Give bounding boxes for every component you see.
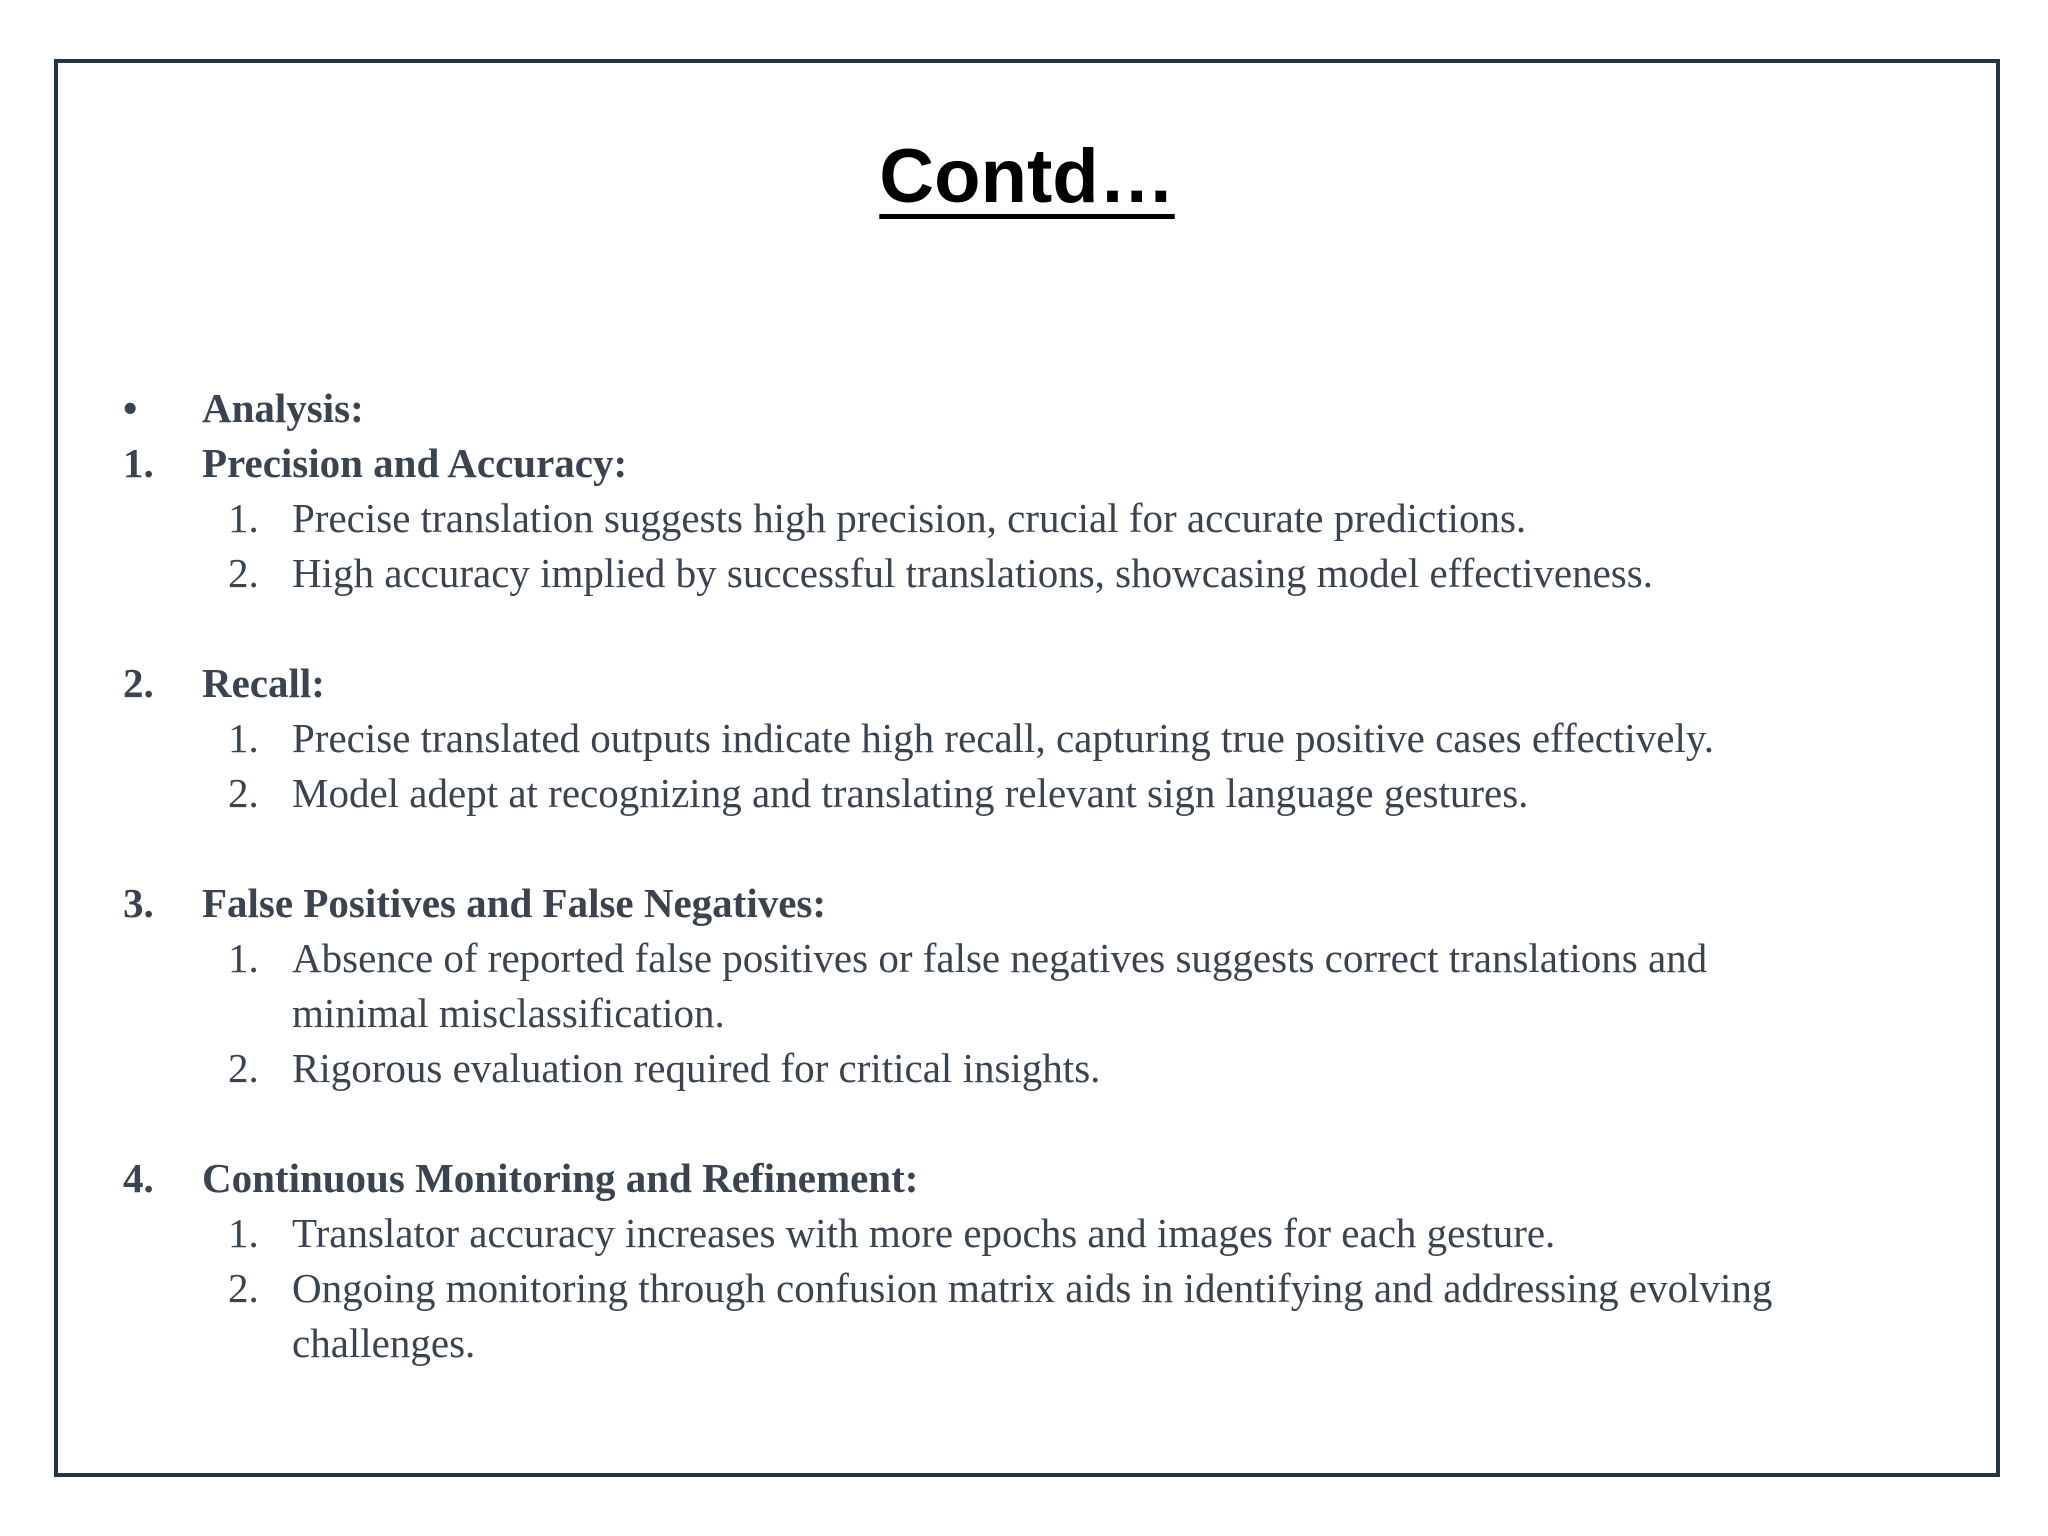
sub-item [58,491,2004,546]
section-title: Precision and Accuracy: [202,440,628,486]
section-heading [58,1151,2004,1206]
sub-item-number: 1. [228,715,259,761]
sub-item-text: Ongoing monitoring through confusion matrix aids in identifying and addressing evolving [292,1265,1773,1311]
sub-item-text: Precise translated outputs indicate high recall, capturing true positive cases effectively. [292,715,1714,761]
sub-item-text: High accuracy implied by successful translations, showcasing model effectiveness. [292,550,1653,596]
sub-item-number: 2. [228,1045,259,1091]
section-heading [58,656,2004,711]
sub-item [58,766,2004,821]
section-heading [58,876,2004,931]
sub-item [58,711,2004,766]
sub-item-continuation [58,1316,2004,1371]
sub-item-text: Absence of reported false positives or false negatives suggests correct translations and [292,935,1708,981]
sub-item-continuation [58,986,2004,1041]
slide-frame [54,59,2000,1477]
section-title: Continuous Monitoring and Refinement: [202,1155,919,1201]
section-title: False Positives and False Negatives: [202,880,827,926]
sub-item-number: 2. [228,770,259,816]
sub-item-text: Precise translation suggests high precision, crucial for accurate predictions. [292,495,1527,541]
sub-item-text: Translator accuracy increases with more epochs and images for each gesture. [292,1210,1556,1256]
sub-item [58,1041,2004,1096]
sub-item-text: Rigorous evaluation required for critical insights. [292,1045,1101,1091]
sub-item [58,931,2004,986]
sub-item-number: 1. [228,495,259,541]
section-heading [58,436,2004,491]
sub-item-text: minimal misclassification. [292,990,725,1036]
section-number: 4. [123,1155,154,1201]
sub-item [58,1206,2004,1261]
section-number: 1. [123,440,154,486]
bullet-marker: • [123,385,138,431]
analysis-label: Analysis: [202,385,364,431]
slide-content [58,381,2004,1371]
sub-item [58,546,2004,601]
sub-item-number: 1. [228,935,259,981]
section-number: 2. [123,660,154,706]
sub-item-number: 2. [228,550,259,596]
analysis-heading [58,381,2004,436]
sub-item [58,1261,2004,1316]
section-title: Recall: [202,660,325,706]
sub-item-number: 2. [228,1265,259,1311]
sub-item-text: Model adept at recognizing and translating relevant sign language gestures. [292,770,1529,816]
sub-item-text: challenges. [292,1320,476,1366]
section-number: 3. [123,880,154,926]
slide-title: Contd… [879,134,1175,219]
sub-item-number: 1. [228,1210,259,1256]
